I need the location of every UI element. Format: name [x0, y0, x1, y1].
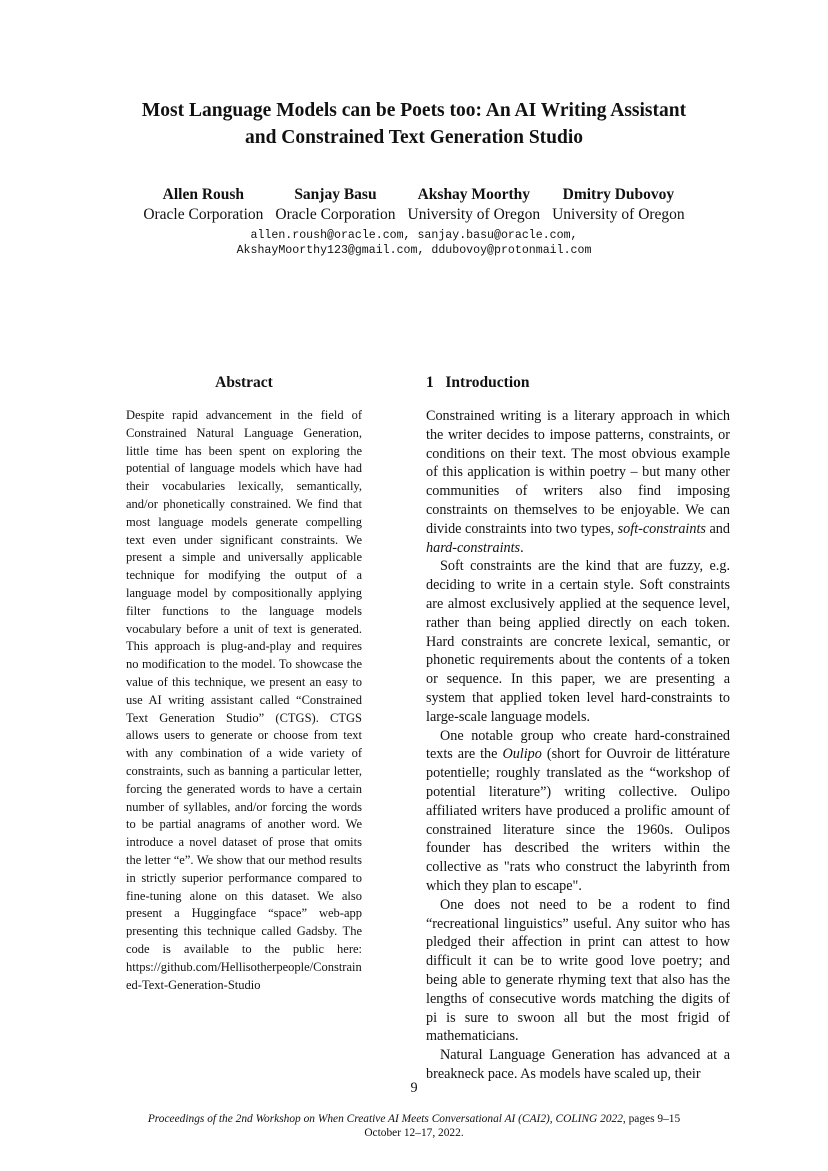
abstract-heading: Abstract: [215, 374, 273, 391]
author-emails: [60, 228, 768, 258]
author-affiliation: University of Oregon: [552, 206, 685, 223]
footer-line-2: October 12–17, 2022.: [364, 1127, 464, 1139]
emphasis-oulipo: Oulipo: [502, 746, 542, 763]
author-1: [137, 185, 269, 225]
intro-paragraph-2: Soft constraints are the kind that are fuzzy, e.g. deciding to write in a certain style. Soft constraints are almost exclusively applied at the sequence level, rather than being applied directly on each token. Hard constraints are concrete lexical, semantic, or phonetic requirements about the contents of a token or sequence. In this paper, we are presenting a system that applied token level hard-constraints to large-scale language models.: [426, 558, 730, 725]
emails-line-2: AkshayMoorthy123@gmail.com, ddubovoy@protonmail.com: [236, 244, 592, 257]
intro-paragraph-3: [426, 727, 730, 896]
author-name: Allen Roush: [162, 186, 245, 203]
author-3: [402, 185, 547, 225]
abstract-section: [126, 373, 362, 994]
author-name: Sanjay Basu: [294, 186, 377, 203]
page-range: , pages 9–15: [622, 1113, 681, 1125]
author-affiliation: Oracle Corporation: [143, 206, 264, 223]
footer-line-1: [60, 1112, 768, 1126]
text-span: Constrained writing is a literary approach in which the writer decides to impose patterns, constraints, or conditions on their text. The most obvious example of this application is within poetry – but many other communities of writers also find imposing constraints on themselves to be enjoyable. We can divide constraints into two types,: [426, 408, 730, 537]
author-2: [269, 185, 401, 225]
author-affiliation: University of Oregon: [407, 206, 541, 223]
text-span: and: [705, 520, 730, 537]
abstract-text: Despite rapid advancement in the field of Constrained Natural Language Generation, little time has been spent on exploring the potential of language models which have had their vocabularies lexically, semantically, and/or phonetically constrained. We find that most language models generate compelling text even under significant constraints. We present a simple and universally applicable technique for modifying the output of a language model by compositionally applying filter functions to the language models vocabulary before a unit of text is generated. This approach is plug-and-play and requires no modification to the model. To showcase the value of this technique, we present an easy to use AI writing assistant called “Constrained Text Generation Studio” (CTGS). CTGS allows users to generate or choose from text with any combination of a wide variety of constraints, such as banning a particular letter, forcing the generated words to have a certain number of syllables, and/or forcing the words to be partial anagrams of another word. We introduce a novel dataset of prose that omits the letter “e”. We show that our method results in strictly superior performance compared to fine-tuning alone on this dataset. We also present a Huggingface “space” web-app presenting this technique called Gadsby. The code is available to the public here: https://github.com/Hellisotherpeople/Constrained-Text-Generation-Studio: [126, 408, 362, 992]
title-line-2: and Constrained Text Generation Studio: [244, 127, 584, 148]
introduction-heading: [426, 373, 730, 393]
proceedings-title: Proceedings of the 2nd Workshop on When Creative AI Meets Conversational AI (CAI2), COLING 2022: [147, 1113, 623, 1125]
author-4: [546, 185, 691, 225]
text-span: One notable group who create hard-constrained texts are the: [426, 727, 730, 763]
author-affiliation: Oracle Corporation: [275, 206, 396, 223]
section-title: Introduction: [445, 374, 530, 391]
title-line-1: Most Language Models can be Poets too: An AI Writing Assistant: [141, 100, 687, 121]
emphasis-hard-constraints: hard-constraints: [426, 539, 521, 556]
intro-paragraph-1: [426, 407, 730, 557]
author-name: Akshay Moorthy: [417, 186, 530, 203]
intro-paragraph-4: One does not need to be a rodent to find “recreational linguistics” useful. Any suitor who has pledged their affection in print can attest to how difficult it can be to write good love poetry; and being able to generate rhyming text that also has the lengths of consecutive words matching the digits of pi is sure to swoon all but the most frigid of mathematicians.: [426, 896, 730, 1045]
intro-paragraph-5: Natural Language Generation has advanced at a breakneck pace. As models have scaled up, their: [426, 1047, 730, 1082]
author-name: Dmitry Dubovoy: [562, 186, 675, 203]
page-footer: [60, 1112, 768, 1140]
section-number: 1: [426, 374, 434, 391]
author-block: [60, 185, 768, 258]
emails-line-1: allen.roush@oracle.com, sanjay.basu@oracle.com,: [250, 229, 578, 242]
introduction-section: [426, 373, 730, 1084]
emphasis-soft-constraints: soft-constraints: [617, 520, 706, 537]
text-span: (short for Ouvroir de littérature potentielle; roughly translated as the “workshop of potential literature”) writing collective. Oulipo affiliated writers have produced a prolific amount of constrained literature since the 1960s. Oulipos founder has described the writers within the collective as "rats who construct the labyrinth from which they plan to escape".: [426, 746, 730, 894]
page-number: 9: [410, 1080, 418, 1096]
paper-title: [60, 97, 768, 151]
text-span: .: [520, 539, 524, 556]
